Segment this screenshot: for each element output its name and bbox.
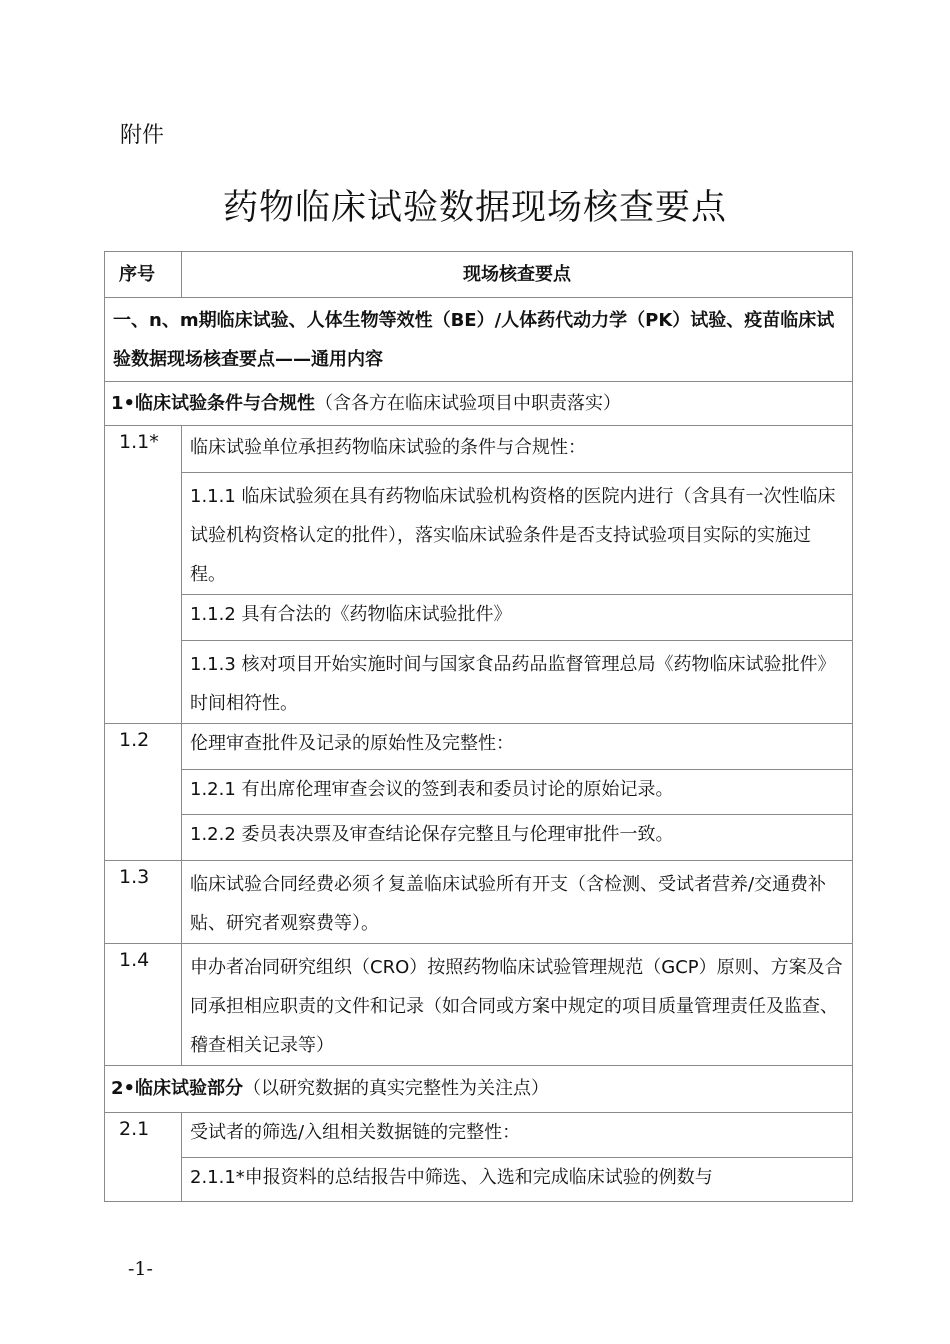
row-2-1-text: 受试者的筛选/入组相关数据链的完整性：: [182, 1113, 853, 1158]
row-1-1-2-text: 1.1.2 具有合法的《药物临床试验批件》: [182, 595, 853, 641]
section-1-title: 一、n、m期临床试验、人体生物等效性（BE）/人体药代动力学（PK）试验、疫苗临床试验数据现场核查要点——通用内容: [105, 298, 853, 382]
part-1-rest: （含各方在临床试验项目中职责落实）: [315, 392, 622, 414]
header-no: 序号: [105, 252, 182, 298]
row-1-2-number: 1.2: [105, 724, 182, 861]
part-2-heading: [105, 1066, 853, 1113]
part-2-bold: 2•临床试验部分: [111, 1078, 244, 1099]
row-1-2-2-text: 1.2.2 委员表决票及审查结论保存完整且与伦理审批件一致。: [182, 815, 853, 861]
row-1-1-3-text: 1.1.3 核对项目开始实施时间与国家食品药品监督管理总局《药物临床试验批件》时间相符性。: [182, 641, 853, 724]
part-2-rest: （以研究数据的真实完整性为关注点）: [243, 1078, 550, 1099]
header-points: 现场核查要点: [182, 252, 853, 298]
page-number: -1-: [128, 1258, 153, 1280]
part-1-heading: [105, 382, 853, 426]
row-2-1-number: 2.1: [105, 1113, 182, 1202]
row-1-3-text: 临床试验合同经费必须彳复盖临床试验所有开支（含检测、受试者营养/交通费补贴、研究者观察费等）。: [182, 861, 853, 944]
row-1-1-text: 临床试验单位承担药物临床试验的条件与合规性：: [182, 426, 853, 473]
attachment-label: 附件: [120, 123, 165, 148]
inspection-points-table: [104, 251, 853, 1202]
row-1-1-1-text: 1.1.1 临床试验须在具有药物临床试验机构资格的医院内进行（含具有一次性临床试验机构资格认定的批件），落实临床试验条件是否支持试验项目实际的实施过程。: [182, 473, 853, 595]
document-title: 药物临床试验数据现场核查要点: [222, 188, 727, 228]
row-1-4-text: 申办者冶同研究组织（CRO）按照药物临床试验管理规范（GCP）原则、方案及合同承担相应职责的文件和记录（如合同或方案中规定的项目质量管理责任及监查、稽查相关记录等）: [182, 944, 853, 1066]
row-1-2-1-text: 1.2.1 有出席伦理审查会议的签到表和委员讨论的原始记录。: [182, 770, 853, 815]
row-1-1-number: 1.1*: [105, 426, 182, 724]
row-1-4-number: 1.4: [105, 944, 182, 1066]
row-1-2-text: 伦理审查批件及记录的原始性及完整性：: [182, 724, 853, 770]
row-2-1-1-text: 2.1.1*申报资料的总结报告中筛选、入选和完成临床试验的例数与: [182, 1158, 853, 1202]
part-1-bold: 1•临床试验条件与合规性: [111, 392, 316, 414]
row-1-3-number: 1.3: [105, 861, 182, 944]
